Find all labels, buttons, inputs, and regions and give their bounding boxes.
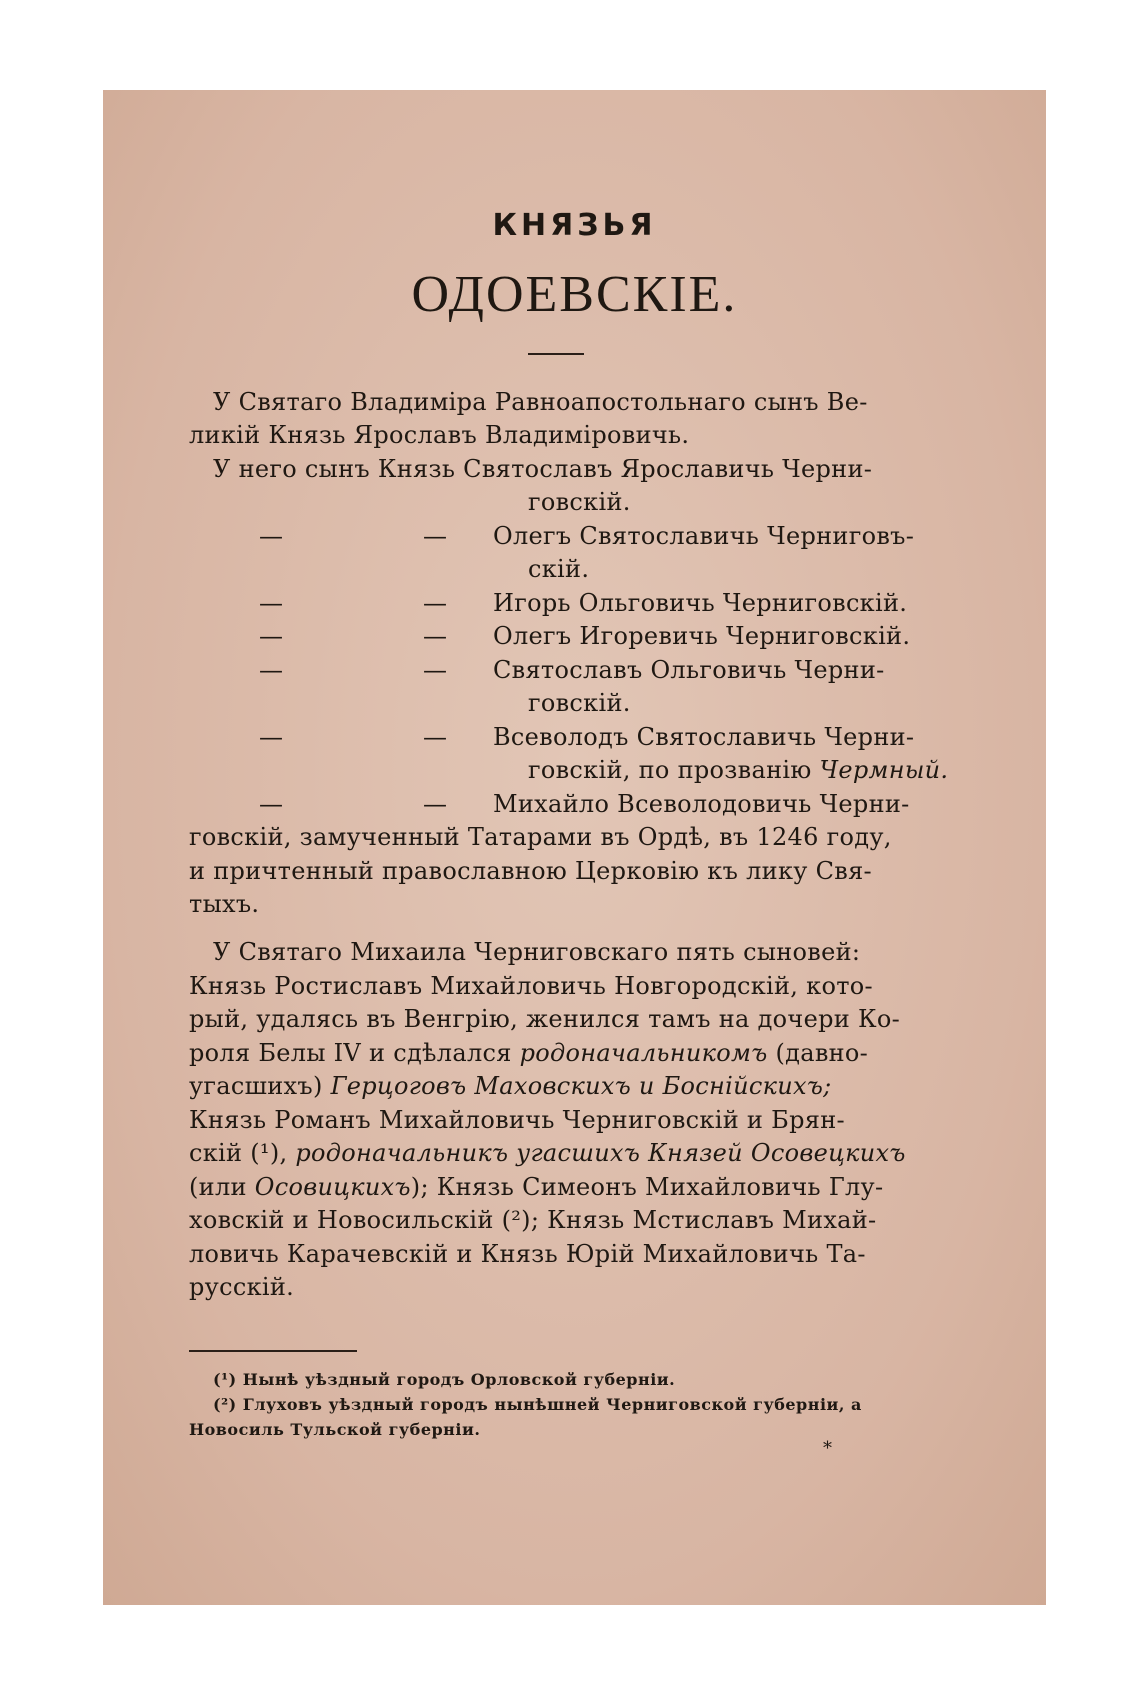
para1-line2: ликій Князь Ярославъ Владиміровичь.	[189, 421, 690, 449]
text-run: У Святаго Михаила Черниговскаго пять сыновей:	[213, 938, 861, 966]
text-run: ховскій и Новосильскій (²); Князь Мстиславъ Михай-	[189, 1206, 877, 1234]
page-kicker: КНЯЗЬЯ	[492, 208, 657, 243]
footnote-divider	[189, 1350, 357, 1352]
para2-line2: говскій.	[528, 488, 631, 516]
dash-right: —	[423, 790, 448, 818]
text-run: роля Белы IV и сдѣлался	[189, 1039, 520, 1067]
sons-line	[189, 1038, 868, 1068]
italic-run: родоначальникъ угасшихъ Князей Осовецкихъ	[295, 1139, 906, 1167]
gen-row-4-line2-italic: Чермный.	[819, 756, 949, 784]
mikhail-cont-line1: говскій, замученный Татарами въ Ордѣ, въ 1246 году,	[189, 823, 892, 851]
dash-left: —	[259, 723, 284, 751]
gen-row-3-line1: Святославъ Ольговичь Черни-	[493, 656, 885, 684]
dash-right: —	[423, 522, 448, 550]
dash-right: —	[423, 622, 448, 650]
page-mark: *	[823, 1438, 832, 1459]
para2-line1: У него сынъ Князь Святославъ Ярославичь Черни-	[213, 455, 873, 483]
dash-left: —	[259, 522, 284, 550]
italic-run: Осовицкихъ	[254, 1173, 411, 1201]
sons-line	[189, 1272, 294, 1302]
text-run: (давно-	[767, 1039, 869, 1067]
italic-run: родоначальникомъ	[519, 1039, 768, 1067]
sons-line	[189, 971, 873, 1001]
footnote-2-line1: (²) Глуховъ уѣздный городъ нынѣшней Черниговской губерніи, а	[213, 1395, 862, 1414]
dash-left: —	[259, 790, 284, 818]
sons-line	[213, 937, 860, 967]
dash-left: —	[259, 622, 284, 650]
page-title: ОДОЕВСКІЕ.	[411, 266, 738, 323]
text-run: русскій.	[189, 1273, 295, 1301]
text-run: угасшихъ)	[189, 1072, 331, 1100]
gen-row-4-line1: Всеволодъ Святославичь Черни-	[493, 723, 915, 751]
sons-line	[189, 1138, 906, 1168]
sons-line	[189, 1105, 845, 1135]
text-run: ловичь Карачевскій и Князь Юрій Михайловичь Та-	[189, 1240, 866, 1268]
dash-right: —	[423, 656, 448, 684]
title-divider	[528, 353, 584, 355]
gen-row-4-line2	[528, 755, 948, 785]
sons-line	[189, 1071, 832, 1101]
sons-line	[189, 1172, 883, 1202]
text-run: (или	[189, 1173, 255, 1201]
sons-line	[189, 1205, 876, 1235]
sons-line	[189, 1239, 866, 1269]
gen-row-5-line1: Михайло Всеволодовичь Черни-	[493, 790, 910, 818]
gen-row-4-line2-plain: говскій, по прозванію	[528, 756, 820, 784]
text-run: ); Князь Симеонъ Михайловичь Глу-	[410, 1173, 884, 1201]
dash-left: —	[259, 656, 284, 684]
text-run: Князь Романъ Михайловичь Черниговскій и Брян-	[189, 1106, 845, 1134]
footnote-2-line2: Новосиль Тульской губерніи.	[189, 1420, 481, 1439]
para1-line1: У Святаго Владиміра Равноапостольнаго сынъ Ве-	[213, 388, 868, 416]
dash-left: —	[259, 589, 284, 617]
dash-right: —	[423, 723, 448, 751]
footnote-1: (¹) Нынѣ уѣздный городъ Орловской губерніи.	[213, 1370, 676, 1389]
text-run: скій (¹),	[189, 1139, 296, 1167]
italic-run: Герцоговъ Маховскихъ и Боснійскихъ;	[330, 1072, 832, 1100]
gen-row-0-line2: скій.	[528, 555, 590, 583]
dash-right: —	[423, 589, 448, 617]
gen-row-0-line1: Олегъ Святославичь Черниговъ-	[493, 522, 915, 550]
mikhail-cont-line3: тыхъ.	[189, 890, 260, 918]
sons-line	[189, 1004, 900, 1034]
gen-row-3-line2: говскій.	[528, 689, 631, 717]
book-page	[103, 90, 1046, 1605]
text-run: рый, удалясь въ Венгрію, женился тамъ на дочери Ко-	[189, 1005, 900, 1033]
gen-row-2-line1: Олегъ Игоревичь Черниговскій.	[493, 622, 911, 650]
gen-row-1-line1: Игорь Ольговичь Черниговскій.	[493, 589, 908, 617]
mikhail-cont-line2: и причтенный православною Церковію къ лику Свя-	[189, 857, 872, 885]
text-run: Князь Ростиславъ Михайловичь Новгородскій, кото-	[189, 972, 873, 1000]
